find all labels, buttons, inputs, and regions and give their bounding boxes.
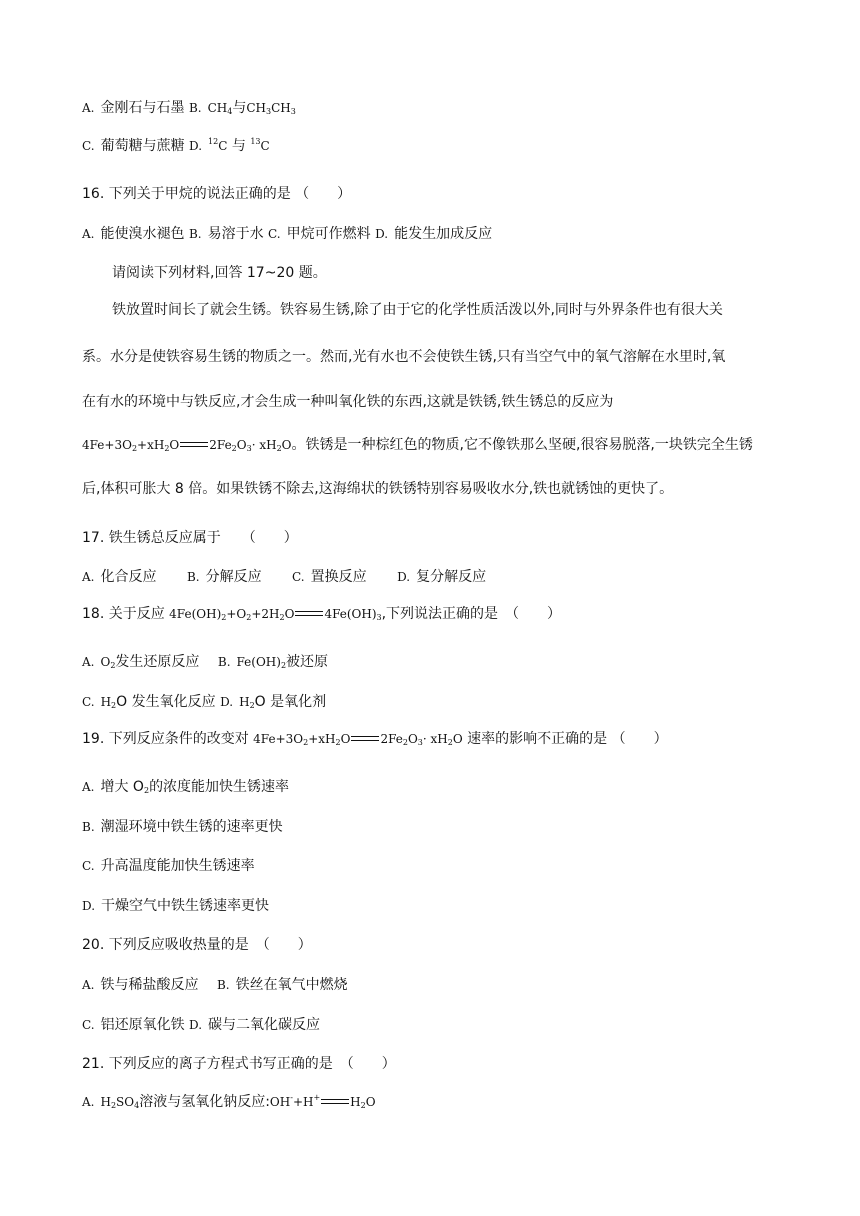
passage-line: 系。水分是使铁容易生锈的物质之一。然而,光有水也不会使铁生锈,只有当空气中的氧气溶解在水里时,氧 <box>82 349 726 365</box>
subscript: 2 <box>402 738 408 747</box>
option-label: D. <box>397 570 411 584</box>
option-label: A. <box>82 227 95 241</box>
option-label: C. <box>82 695 95 709</box>
option-text: 铁与稀盐酸反应 <box>100 977 199 993</box>
formula-text: +xH <box>308 732 336 746</box>
option-label: B. <box>188 101 202 115</box>
q16-stem: 16. 下列关于甲烷的说法正确的是 （ ） <box>82 186 352 202</box>
option-text: 能发生加成反应 <box>394 226 493 242</box>
subscript: 2 <box>276 444 282 453</box>
formula-text: Fe(OH) <box>236 655 281 669</box>
option-text: 增大 O <box>100 779 144 795</box>
option-label: C. <box>82 1018 95 1032</box>
option-text: O 发生氧化反应 <box>116 694 216 710</box>
q19-option-b <box>82 817 283 837</box>
formula-text: CH <box>246 101 266 115</box>
option-text: 铝还原氧化铁 <box>100 1017 185 1033</box>
option-text: 潮湿环境中铁生锈的速率更快 <box>100 819 283 835</box>
option-label: C. <box>292 570 305 584</box>
subscript: 3 <box>265 107 272 116</box>
q16-options <box>82 224 492 244</box>
option-text: 碳与二氧化碳反应 <box>208 1017 321 1033</box>
option-text: 干燥空气中铁生锈速率更快 <box>101 898 270 914</box>
formula-text: CH <box>271 101 291 115</box>
q17-options <box>82 567 486 587</box>
superscript: + <box>313 1093 321 1102</box>
q19-stem <box>82 729 668 749</box>
passage-line: 后,体积可胀大 8 倍。如果铁锈不除去,这海绵状的铁锈特别容易吸收水分,铁也就锈蚀的更快了。 <box>82 481 674 497</box>
formula-text: +H <box>292 1095 314 1109</box>
passage-line: 铁放置时间长了就会生锈。铁容易生锈,除了由于它的化学性质活泼以外,同时与外界条件也有很大关 <box>112 302 723 318</box>
subscript: 3 <box>417 738 423 747</box>
option-text: 复分解反应 <box>416 569 487 585</box>
passage-line-equation <box>82 435 753 455</box>
option-text: 能使溴水褪色 <box>100 226 185 242</box>
subscript: 2 <box>131 444 138 453</box>
q17-stem: 17. 铁生锈总反应属于 （ ） <box>82 530 298 546</box>
q21-stem: 21. 下列反应的离子方程式书写正确的是 （ ） <box>82 1056 396 1072</box>
option-text: 葡萄糖与蔗糖 <box>100 138 185 154</box>
q15-options-row2 <box>82 136 270 156</box>
option-label: B. <box>82 820 95 834</box>
subscript: 3 <box>246 444 252 453</box>
option-text: 被还原 <box>286 654 329 670</box>
option-label: D. <box>82 899 96 913</box>
option-label: B. <box>186 570 200 584</box>
subscript: 2 <box>231 444 237 453</box>
subscript: 2 <box>110 1101 117 1110</box>
q20-stem: 20. 下列反应吸收热量的是 （ ） <box>82 937 312 953</box>
option-label: A. <box>82 780 95 794</box>
formula-text: 4Fe(OH) <box>324 607 377 621</box>
formula-text: 2Fe <box>380 732 403 746</box>
q18-options-row1 <box>82 652 328 672</box>
q18-options-row2 <box>82 692 326 712</box>
subscript: 2 <box>249 701 255 710</box>
passage-intro: 请阅读下列材料,回答 17~20 题。 <box>112 265 327 281</box>
option-label: A. <box>82 655 95 669</box>
option-label: D. <box>375 227 389 241</box>
q19-option-a <box>82 777 289 797</box>
equals-sign <box>179 441 209 449</box>
option-text: 铁丝在氧气中燃烧 <box>235 977 348 993</box>
option-text: 分解反应 <box>205 569 262 585</box>
subscript: 4 <box>134 1101 140 1110</box>
option-text: 易溶于水 <box>207 226 264 242</box>
option-text: O 是氧化剂 <box>254 694 327 710</box>
stem-text: 18. 关于反应 <box>82 606 170 622</box>
formula-text: O <box>365 1095 376 1109</box>
subscript: 2 <box>447 738 453 747</box>
equals-sign <box>320 1098 350 1106</box>
subscript: 2 <box>280 661 287 670</box>
q15-options-row1 <box>82 98 296 118</box>
formula-text: · xH <box>251 438 277 452</box>
formula-text: H <box>350 1095 361 1109</box>
subscript: 2 <box>335 738 341 747</box>
option-label: C. <box>268 227 281 241</box>
formula-text: 4Fe(OH) <box>169 607 222 621</box>
option-text: 甲烷可作燃料 <box>286 226 371 242</box>
subscript: 2 <box>110 661 116 670</box>
option-label: B. <box>188 227 202 241</box>
option-label: A. <box>82 978 95 992</box>
formula-text: 4Fe+3O <box>82 438 132 452</box>
formula-text: O <box>236 438 247 452</box>
option-text: 化合反应 <box>100 569 157 585</box>
formula-text: SO <box>116 1095 135 1109</box>
option-label: B. <box>217 655 231 669</box>
stem-text: ,下列说法正确的是 （ ） <box>381 606 562 622</box>
subscript: 2 <box>279 613 285 622</box>
option-label: A. <box>82 1095 95 1109</box>
subscript: 3 <box>376 613 382 622</box>
subscript: 4 <box>227 107 233 116</box>
formula-text: O <box>452 732 463 746</box>
formula-text: 2Fe <box>209 438 232 452</box>
subscript: 2 <box>221 613 227 622</box>
option-text: 的浓度能加快生锈速率 <box>149 779 290 795</box>
stem-text: 速率的影响不正确的是 （ ） <box>462 731 668 747</box>
option-label: D. <box>189 139 203 153</box>
option-label: C. <box>82 139 95 153</box>
subscript: 2 <box>246 613 252 622</box>
option-text: 升高温度能加快生锈速率 <box>100 858 255 874</box>
formula-text: · xH <box>422 732 448 746</box>
subscript: 2 <box>164 444 170 453</box>
subscript: 2 <box>111 701 117 710</box>
passage-line: 在有水的环境中与铁反应,才会生成一种叫氧化铁的东西,这就是铁锈,铁生锈总的反应为 <box>82 394 614 410</box>
formula-text: +xH <box>137 438 165 452</box>
subscript: 2 <box>303 738 309 747</box>
q20-options-row1 <box>82 975 348 995</box>
option-text: 置换反应 <box>310 569 367 585</box>
q19-option-d <box>82 896 269 916</box>
option-label: D. <box>189 1018 203 1032</box>
passage-text: 。铁锈是一种棕红色的物质,它不像铁那么坚硬,很容易脱落,一块铁完全生锈 <box>291 437 753 453</box>
formula-text: H <box>100 695 112 709</box>
formula-text: H <box>239 695 250 709</box>
option-text: 与 <box>232 100 247 116</box>
q21-option-a <box>82 1092 376 1112</box>
stem-text: 19. 下列反应条件的改变对 <box>82 731 254 747</box>
superscript: 13 <box>250 137 261 146</box>
option-label: D. <box>220 695 234 709</box>
formula-text: OH <box>269 1095 291 1109</box>
formula-text: O <box>284 607 295 621</box>
formula-text: O <box>340 732 351 746</box>
formula-text: +O <box>226 607 247 621</box>
option-text: 溶液与氢氧化钠反应: <box>139 1094 270 1110</box>
superscript: - <box>290 1093 293 1102</box>
option-label: A. <box>82 570 95 584</box>
option-label: B. <box>216 978 230 992</box>
q19-option-c <box>82 856 255 876</box>
subscript: 2 <box>360 1101 366 1110</box>
formula-text: C <box>260 139 270 153</box>
formula-text: O <box>407 732 418 746</box>
formula-text: +2H <box>251 607 280 621</box>
option-text: 金刚石与石墨 <box>100 100 185 116</box>
option-label: C. <box>82 859 95 873</box>
formula-text: H <box>100 1095 111 1109</box>
option-text: 与 <box>231 138 246 154</box>
subscript: 3 <box>290 107 296 116</box>
formula-text: CH <box>207 101 228 115</box>
q18-stem <box>82 604 561 624</box>
q20-options-row2 <box>82 1015 320 1035</box>
formula-text: O <box>281 438 292 452</box>
formula-text: O <box>100 655 111 669</box>
subscript: 2 <box>143 786 150 795</box>
option-text: 发生还原反应 <box>115 654 200 670</box>
formula-text: O <box>169 438 180 452</box>
equals-sign <box>294 610 324 618</box>
formula-text: C <box>218 139 228 153</box>
superscript: 12 <box>208 137 219 146</box>
formula-text: 4Fe+3O <box>253 732 304 746</box>
option-label: A. <box>82 101 95 115</box>
equals-sign <box>350 735 380 743</box>
